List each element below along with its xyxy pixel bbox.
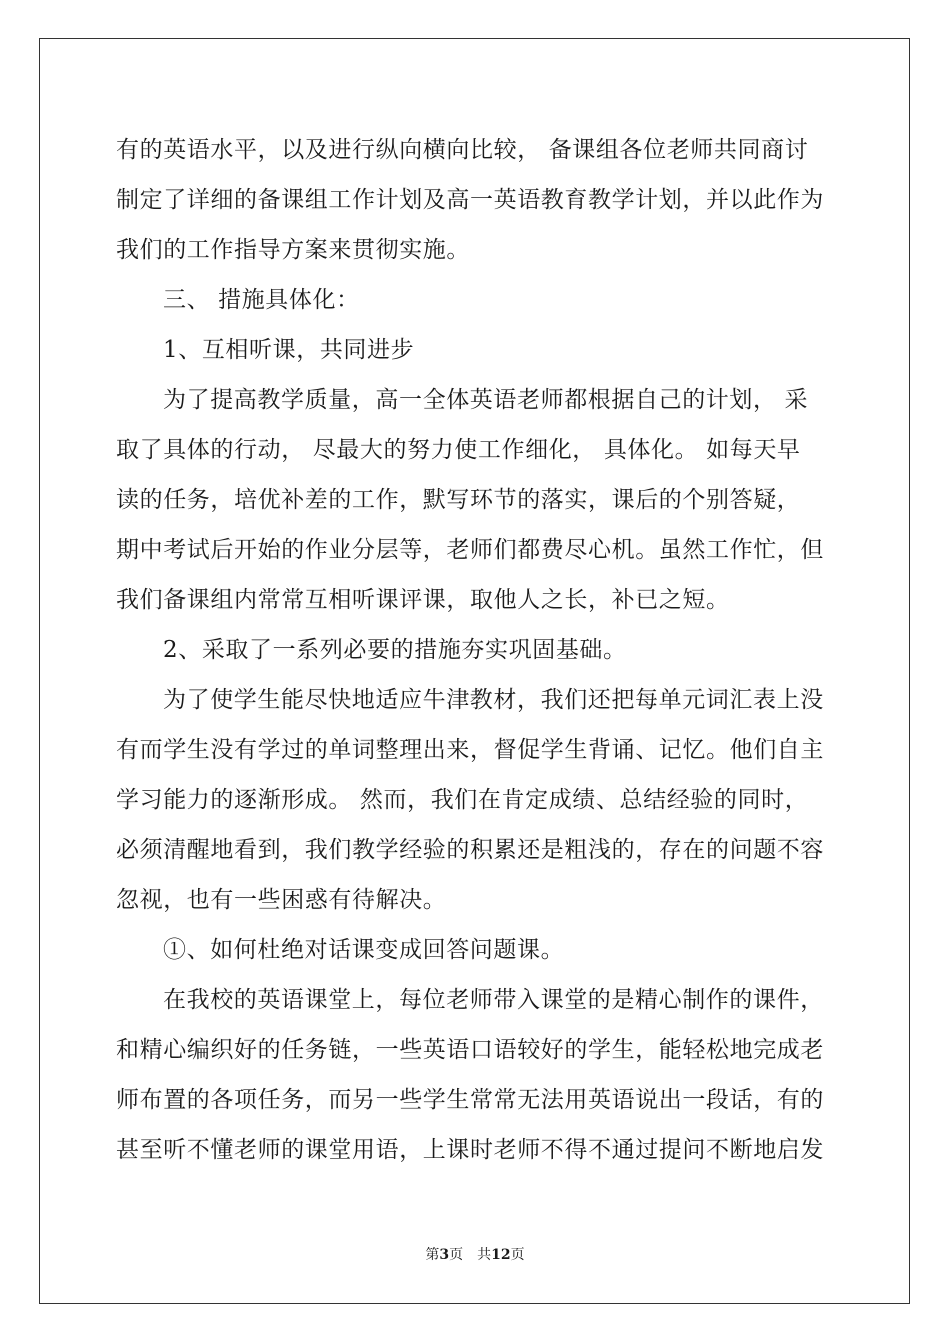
text-line: 甚至听不懂老师的课堂用语，上课时老师不得不通过提问不断地启发 [116,1137,824,1163]
text-line: 我们的工作指导方案来贯彻实施。 [116,237,470,263]
total-pages: 12 [491,1247,511,1263]
subsection-heading: 2、采取了一系列必要的措施夯实巩固基础。 [163,637,627,663]
page-footer [0,1245,950,1265]
text-line: 为了使学生能尽快地适应牛津教材，我们还把每单元词汇表上没 [163,687,824,713]
text-line: 师布置的各项任务，而另一些学生常常无法用英语说出一段话，有的 [116,1087,824,1113]
text-line: 我们备课组内常常互相听课评课，取他人之长，补已之短。 [116,587,730,613]
text-line: 忽视，也有一些困惑有待解决。 [116,887,447,913]
text-line: 学习能力的逐渐形成。 然而，我们在肯定成绩、总结经验的同时， [116,787,809,813]
total-suffix: 页 [510,1247,525,1263]
subsection-heading: ①、如何杜绝对话课变成回答问题课。 [163,937,565,963]
total-prefix: 共 [477,1247,492,1263]
text-line: 期中考试后开始的作业分层等，老师们都费尽心机。虽然工作忙，但 [116,537,824,563]
text-line: 取了具体的行动， 尽最大的努力使工作细化， 具体化。 如每天早 [116,437,801,463]
page-number: 3 [439,1247,450,1263]
section-heading: 三、 措施具体化： [163,287,360,313]
text-line: 和精心编织好的任务链，一些英语口语较好的学生，能轻松地完成老 [116,1037,824,1063]
text-line: 在我校的英语课堂上，每位老师带入课堂的是精心制作的课件， [163,987,824,1013]
text-line: 必须清醒地看到，我们教学经验的积累还是粗浅的，存在的问题不容 [116,837,824,863]
text-line: 有而学生没有学过的单词整理出来，督促学生背诵、记忆。他们自主 [116,737,824,763]
text-line: 为了提高教学质量，高一全体英语老师都根据自己的计划， 采 [163,387,809,413]
text-line: 读的任务，培优补差的工作，默写环节的落实，课后的个别答疑， [116,487,801,513]
text-line: 有的英语水平，以及进行纵向横向比较， 备课组各位老师共同商讨 [116,137,809,163]
page-prefix: 第 [425,1247,440,1263]
subsection-heading: 1、互相听课，共同进步 [163,337,415,363]
text-line: 制定了详细的备课组工作计划及高一英语教育教学计划，并以此作为 [116,187,824,213]
page-suffix: 页 [449,1247,464,1263]
